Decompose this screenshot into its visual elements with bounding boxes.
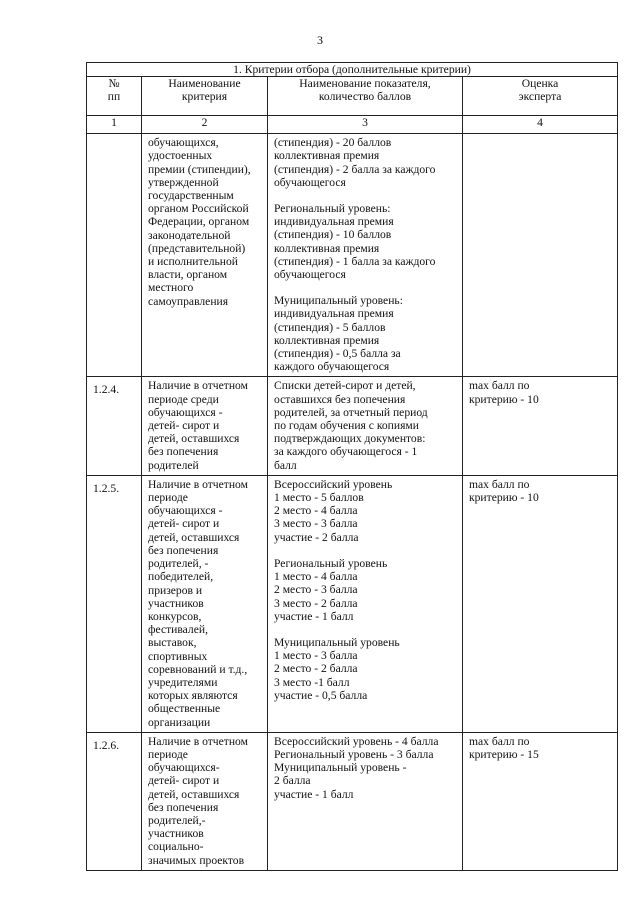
text-line: выставок,: [148, 636, 197, 650]
text-line: Муниципальный уровень -: [274, 761, 407, 775]
score-cell: [463, 475, 618, 732]
text-line: местного: [148, 281, 194, 295]
paragraph-gap: [274, 281, 458, 294]
text-line: критерию - 10: [469, 392, 539, 406]
text-line: обучающихся -: [148, 504, 223, 518]
text-line: Всероссийский уровень - 4 балла: [274, 734, 439, 748]
text-line: 3 место - 3 балла: [274, 517, 358, 531]
text-line: участников: [148, 827, 204, 841]
header-line: критерия: [181, 90, 228, 104]
text-line: участие - 1 балл: [274, 609, 354, 623]
text-line: каждого обучающегося: [274, 360, 390, 374]
text-line: власти, органом: [148, 268, 228, 282]
text-line: (стипендия) - 20 баллов: [274, 136, 392, 150]
text-line: коллективная премия: [274, 241, 380, 255]
text-line: периоде среди: [148, 392, 219, 406]
score-cell: [463, 377, 618, 475]
row-number: 1.2.5.: [87, 475, 142, 732]
text-line: (представительной): [148, 241, 246, 255]
row-number: 1.2.4.: [87, 377, 142, 475]
text-line: Региональный уровень - 3 балла: [274, 747, 434, 761]
text-line: детей- сирот и: [148, 774, 220, 788]
header-number: [87, 77, 142, 116]
text-line: участие - 2 балла: [274, 530, 359, 544]
text-line: детей- сирот и: [148, 517, 220, 531]
text-line: социально-: [148, 840, 204, 854]
text-line: max балл по: [469, 477, 530, 491]
text-line: Муниципальный уровень:: [274, 294, 403, 308]
table-row-continuation: [87, 134, 618, 377]
header-criterion-name: [142, 77, 268, 116]
table-header-row: [87, 77, 618, 116]
paragraph-gap: [274, 189, 458, 202]
text-line: Наличие в отчетном: [148, 734, 248, 748]
text-line: родителей, за отчетный период: [274, 405, 428, 419]
text-line: 1 место - 3 балла: [274, 649, 358, 663]
row-number: 1.2.6.: [87, 732, 142, 870]
text-line: 2 балла: [274, 774, 311, 788]
header-line: №: [108, 77, 120, 91]
text-line: за каждого обучающегося - 1: [274, 445, 418, 459]
text-line: соревнований и т.д.,: [148, 662, 248, 676]
text-line: участие - 0,5 балла: [274, 688, 368, 702]
text-line: спортивных: [148, 649, 208, 663]
score-cell: [463, 732, 618, 870]
text-line: (стипендия) - 2 балла за каждого: [274, 162, 436, 176]
table-row: [87, 732, 618, 870]
text-line: утвержденной: [148, 175, 219, 189]
text-line: обучающегося: [274, 268, 346, 282]
indicator-cell: [268, 732, 463, 870]
text-line: обучающихся-: [148, 761, 220, 775]
text-line: коллективная премия: [274, 333, 380, 347]
table-caption: 1. Критерии отбора (дополнительные критерии): [87, 63, 618, 77]
text-line: организации: [148, 715, 211, 729]
text-line: детей- сирот и: [148, 419, 220, 433]
indicator-cell: [268, 134, 463, 377]
column-number: 4: [463, 116, 618, 134]
text-line: без попечения: [148, 445, 219, 459]
criterion-name-cell: [142, 732, 268, 870]
row-number-cell: [87, 134, 142, 377]
text-line: родителей, -: [148, 557, 209, 571]
text-line: родителей,-: [148, 813, 206, 827]
text-line: участие - 1 балл: [274, 787, 354, 801]
text-line: 2 место - 2 балла: [274, 662, 358, 676]
column-number: 2: [142, 116, 268, 134]
text-line: детей, оставшихся: [148, 787, 240, 801]
text-line: законодательной: [148, 228, 231, 242]
text-line: детей, оставшихся: [148, 530, 240, 544]
criterion-name-cell: [142, 377, 268, 475]
text-line: 1 место - 4 балла: [274, 570, 358, 584]
text-line: конкурсов,: [148, 609, 202, 623]
header-line: эксперта: [518, 90, 562, 104]
text-line: балл: [274, 458, 297, 472]
text-line: коллективная премия: [274, 149, 380, 163]
text-line: без попечения: [148, 543, 219, 557]
indicator-cell: [268, 475, 463, 732]
table-row: [87, 475, 618, 732]
text-line: государственным: [148, 189, 234, 203]
text-line: обучающегося: [274, 175, 346, 189]
text-line: обучающихся,: [148, 136, 219, 150]
text-line: общественные: [148, 702, 221, 716]
text-line: 3 место -1 балл: [274, 675, 350, 689]
table-caption-row: [87, 63, 618, 77]
text-line: оставшихся без попечения: [274, 392, 406, 406]
header-line: Наименование показателя,: [299, 77, 431, 91]
text-line: и исполнительной: [148, 255, 238, 269]
indicator-cell: [268, 377, 463, 475]
text-line: органом Российской: [148, 202, 249, 216]
text-line: удостоенных: [148, 149, 213, 163]
text-line: участников: [148, 596, 204, 610]
text-line: значимых проектов: [148, 853, 245, 867]
text-line: Всероссийский уровень: [274, 477, 393, 491]
header-line: количество баллов: [318, 90, 412, 104]
text-line: Региональный уровень: [274, 556, 388, 570]
text-line: (стипендия) - 10 баллов: [274, 228, 392, 242]
column-numbers-row: [87, 116, 618, 134]
text-line: фестивалей,: [148, 623, 208, 637]
header-line: Наименование: [168, 77, 241, 91]
header-expert-score: [463, 77, 618, 116]
text-line: победителей,: [148, 570, 214, 584]
text-line: подтверждающих документов:: [274, 432, 426, 446]
text-line: самоуправления: [148, 294, 229, 308]
criterion-name-cell: [142, 134, 268, 377]
text-line: max балл по: [469, 734, 530, 748]
text-line: по годам обучения с копиями: [274, 419, 419, 433]
text-line: без попечения: [148, 800, 219, 814]
column-number: 3: [268, 116, 463, 134]
text-line: периоде: [148, 491, 188, 505]
text-line: премии (стипендии),: [148, 162, 251, 176]
text-line: критерию - 15: [469, 747, 539, 761]
score-cell: [463, 134, 618, 377]
text-line: (стипендия) - 0,5 балла за: [274, 347, 401, 361]
column-number: 1: [87, 116, 142, 134]
text-line: призеров и: [148, 583, 203, 597]
text-line: периоде: [148, 747, 188, 761]
text-line: Федерации, органом: [148, 215, 250, 229]
text-line: обучающихся -: [148, 405, 223, 419]
criteria-table: [86, 62, 618, 871]
text-line: 2 место - 4 балла: [274, 504, 358, 518]
text-line: индивидуальная премия: [274, 307, 394, 321]
text-line: критерию - 10: [469, 491, 539, 505]
page-number: 3: [317, 33, 323, 47]
header-line: Оценка: [521, 77, 559, 91]
text-line: родителей: [148, 458, 199, 472]
header-indicator: [268, 77, 463, 116]
text-line: 2 место - 3 балла: [274, 583, 358, 597]
header-line: пп: [107, 90, 121, 104]
paragraph-gap: [274, 623, 458, 636]
text-line: Наличие в отчетном: [148, 477, 248, 491]
text-line: учредителями: [148, 675, 218, 689]
text-line: детей, оставшихся: [148, 432, 240, 446]
text-line: (стипендия) - 1 балла за каждого: [274, 254, 436, 268]
text-line: индивидуальная премия: [274, 215, 394, 229]
text-line: 3 место - 2 балла: [274, 596, 358, 610]
text-line: Наличие в отчетном: [148, 379, 248, 393]
text-line: которых являются: [148, 689, 238, 703]
table-row: [87, 377, 618, 475]
criterion-name-cell: [142, 475, 268, 732]
text-line: Муниципальный уровень: [274, 635, 400, 649]
text-line: 1 место - 5 баллов: [274, 491, 364, 505]
text-line: Списки детей-сирот и детей,: [274, 379, 416, 393]
paragraph-gap: [274, 544, 458, 557]
text-line: Региональный уровень:: [274, 202, 391, 216]
text-line: max балл по: [469, 379, 530, 393]
text-line: (стипендия) - 5 баллов: [274, 320, 386, 334]
